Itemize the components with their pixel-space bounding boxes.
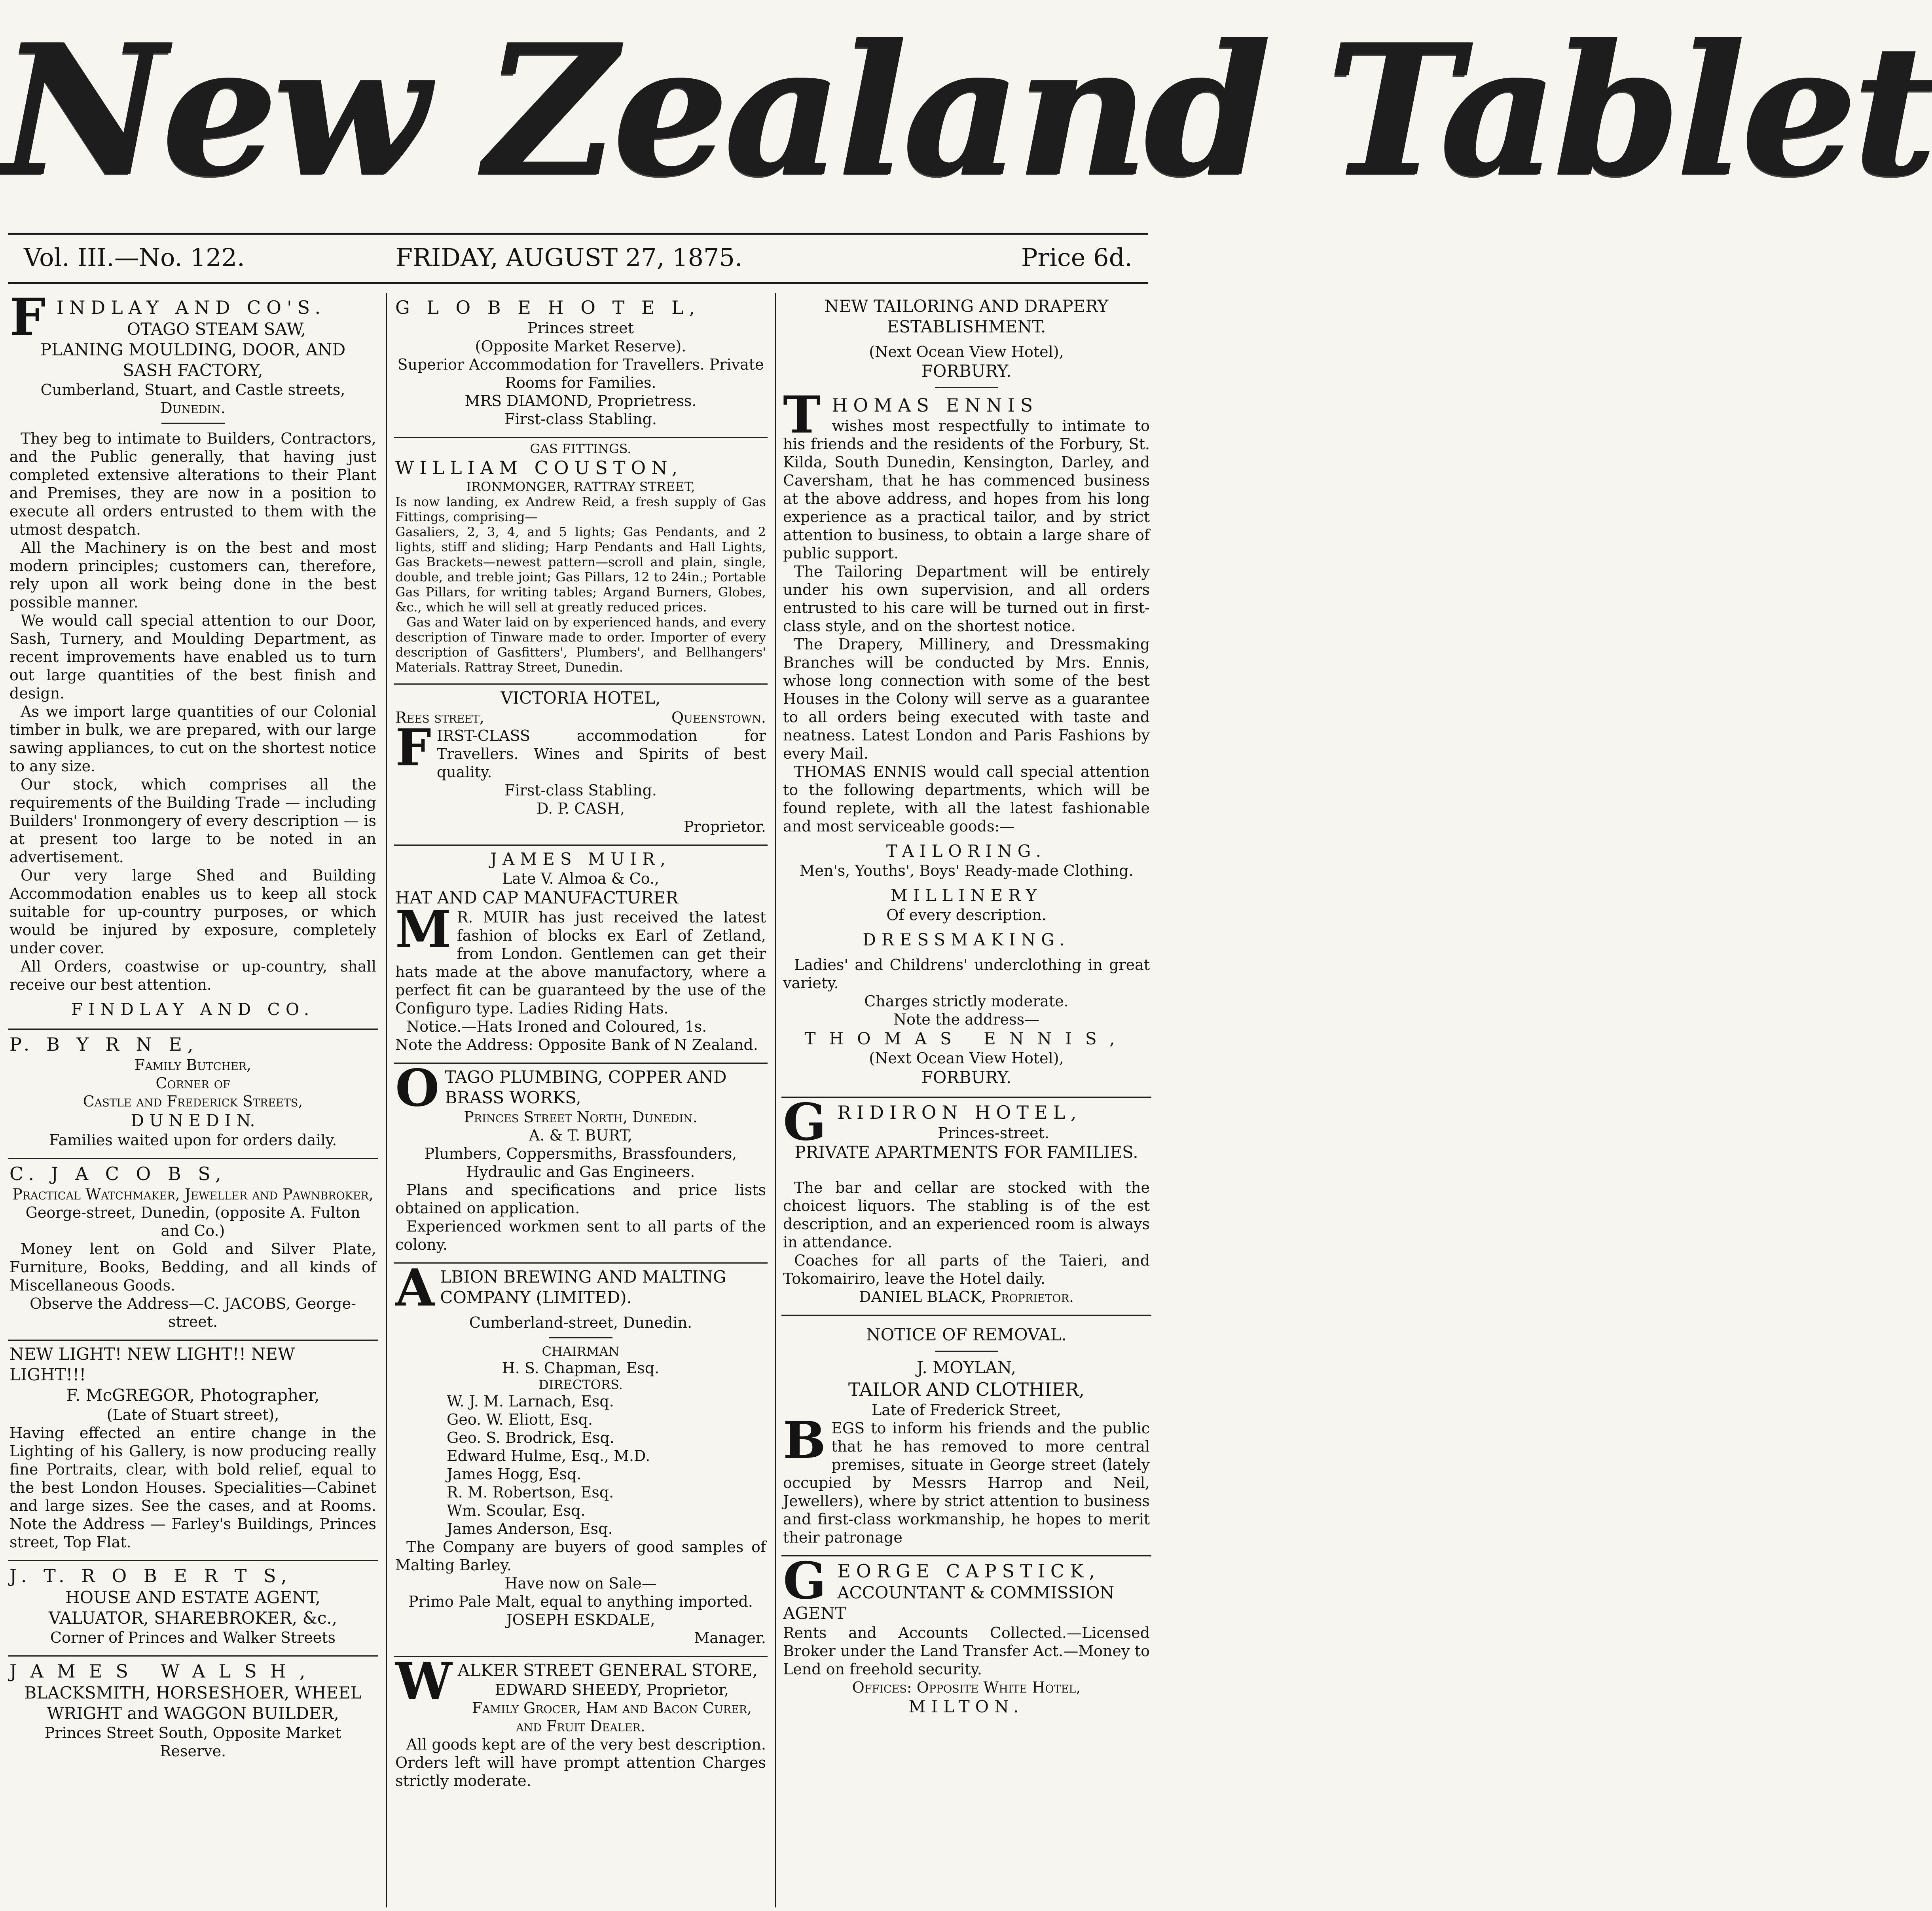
ad-signature: DANIEL BLACK, Proprietor. xyxy=(859,1288,1074,1306)
ad-title: EORGE CAPSTICK, xyxy=(837,1560,1101,1582)
short-rule xyxy=(935,1351,998,1352)
ad-line: Princes Street North, Dunedin. xyxy=(464,1108,698,1126)
ad-line: (Next Ocean View Hotel), xyxy=(869,343,1064,361)
ad-line: Cumberland, Stuart, and Castle streets, xyxy=(40,381,345,399)
ad-paragraph: They beg to intimate to Builders, Contractors, and the Public generally, that having just completed extensive alterations to their Plant and Premises, they are now in a position to execute all orders entrusted to them with the utmost despatch. xyxy=(9,430,376,538)
ad-line: FORBURY. xyxy=(921,1068,1012,1087)
ad-line: Castle and Frederick Streets, xyxy=(83,1093,303,1110)
ad-subheading: MILLINERY xyxy=(890,886,1043,905)
ad-paragraph: All Orders, coastwise or up-country, shall receive our best attention. xyxy=(9,958,376,993)
ad-line: PRIVATE APARTMENTS FOR FAMILIES. xyxy=(794,1142,1138,1162)
ad-paragraph: Coaches for all parts of the Taieri, and Tokomairiro, leave the Hotel daily. xyxy=(783,1252,1150,1287)
masthead xyxy=(0,0,1932,230)
short-rule xyxy=(549,1337,612,1338)
short-rule xyxy=(161,423,225,424)
ad-byrne xyxy=(8,1030,378,1159)
ad-title: JAMES MUIR, xyxy=(490,849,671,869)
ad-title: ALKER STREET GENERAL STORE, xyxy=(457,1661,758,1680)
ad-paragraph: EGS to inform his friends and the public that he has removed to more central premises, situate in George street (lately occupied by Messrs Harrop and Neil, Jewellers), where by strict attention to business and first-class workmanship, he hopes to merit their patronage xyxy=(783,1419,1150,1546)
ad-title: P. B Y R N E, xyxy=(9,1034,199,1055)
ad-line: H. S. Chapman, Esq. xyxy=(502,1359,660,1377)
ad-paragraph: Experienced workmen sent to all parts of the colony. xyxy=(395,1218,766,1253)
ad-title: VICTORIA HOTEL, xyxy=(501,688,661,708)
ad-paragraph: IRST-CLASS accommodation for Travellers. Wines and Spirits of best quality. xyxy=(436,727,766,781)
column-1 xyxy=(8,288,378,1907)
ad-title: WILLIAM COUSTON, xyxy=(395,457,683,478)
ad-paragraph: We would call special attention to our Door, Sash, Turnery, and Moulding Department, as recent improvements have enabled us to turn out large quantities of the best finish and design. xyxy=(9,612,376,702)
column-rule xyxy=(386,293,387,1907)
ad-line: Princes street xyxy=(527,319,634,337)
drop-cap: B xyxy=(783,1411,826,1470)
director: R. M. Robertson, Esq. xyxy=(447,1484,614,1501)
masthead-rule-bottom xyxy=(8,282,1148,284)
ad-title: HOMAS ENNIS xyxy=(832,395,1039,416)
issue-date: FRIDAY, AUGUST 27, 1875. xyxy=(396,243,743,272)
ad-findlay xyxy=(8,288,378,1030)
directors-list xyxy=(395,1392,766,1538)
drop-cap: G xyxy=(783,1551,832,1611)
ad-paragraph: THOMAS ENNIS would call special attention to the following departments, which will be found replete, with all the latest fashionable and most serviceable goods:— xyxy=(783,763,1150,835)
ad-subheading: TAILORING. xyxy=(886,841,1047,861)
director: Geo. W. Eliott, Esq. xyxy=(447,1411,593,1428)
ad-line: Note the Address: Opposite Bank of N Zealand. xyxy=(395,1036,758,1053)
ad-line: JOSEPH ESKDALE, xyxy=(506,1611,655,1628)
ad-line: VALUATOR, SHAREBROKER, &c., xyxy=(48,1608,337,1628)
ad-line: First-class Stabling. xyxy=(504,410,657,428)
ad-line: BLACKSMITH, HORSESHOER, WHEEL xyxy=(24,1683,362,1702)
ad-albion-brewing xyxy=(394,1258,768,1657)
column-rule xyxy=(775,293,776,1907)
ad-paragraph: Rents and Accounts Collected.—Licensed Broker under the Land Transfer Act.—Money to Lend on freehold security. xyxy=(783,1624,1150,1678)
ad-line: Note the address— xyxy=(893,1011,1040,1028)
ad-line: Families waited upon for orders daily. xyxy=(49,1131,337,1149)
ad-line: First-class Stabling. xyxy=(504,782,657,799)
drop-cap: T xyxy=(783,385,827,445)
column-2 xyxy=(394,293,768,1907)
ad-title: TAGO PLUMBING, COPPER AND BRASS WORKS, xyxy=(445,1067,727,1107)
masthead-title: New Zealand Tablet xyxy=(0,5,1932,216)
masthead-rule-top xyxy=(8,233,1148,235)
drop-cap: F xyxy=(9,288,51,347)
dateline xyxy=(0,240,1156,275)
ad-paragraph: As we import large quantities of our Colonial timber in bulk, we are prepared, with our large sawing appliances, to cut on the shortest notice to any size. xyxy=(9,703,376,775)
ad-paragraph: Gas and Water laid on by experienced hands, and every description of Tinware made to order. Importer of every description of Gasfitters', Plumbers', and Bellhangers' Materials. Rattray Street, Dunedin. xyxy=(395,615,766,675)
ad-line: (Late of Stuart street), xyxy=(106,1406,279,1423)
ad-line: WRIGHT and WAGGON BUILDER, xyxy=(47,1704,339,1723)
ad-line: D U N E D I N. xyxy=(131,1111,255,1130)
ad-line: Dunedin. xyxy=(160,399,226,417)
ad-title: LBION BREWING AND MALTING COMPANY (LIMITED). xyxy=(440,1267,726,1307)
volume-number: Vol. III.—No. 122. xyxy=(24,243,245,272)
ad-paragraph: Our stock, which comprises all the requirements of the Building Trade — including Builders' Ironmongery of every description — is at present too large to be noted in an advertisement. xyxy=(9,776,376,866)
ad-paragraph: R. MUIR has just received the latest fashion of blocks ex Earl of Zetland, from London. Gentlemen can get their hats made at the above manufactory, where a perfect fit can be guaranteed by the use of the Configuro type. Ladies Riding Hats. xyxy=(395,909,766,1017)
director: Edward Hulme, Esq., M.D. xyxy=(447,1447,650,1465)
ad-subheading: DRESSMAKING. xyxy=(863,930,1070,949)
ad-line: George-street, Dunedin, (opposite A. Fulton and Co.) xyxy=(25,1204,360,1239)
ad-paragraph: The Drapery, Millinery, and Dressmaking Branches will be conducted by Mrs. Ennis, whose long connection with some of the best Houses in the Colony will serve as a guarantee to all orders being executed with taste and neatness. Latest London and Paris Fashions by every Mail. xyxy=(783,636,1150,762)
ad-line: Men's, Youths', Boys' Ready-made Clothing. xyxy=(799,862,1134,879)
ad-ennis xyxy=(781,293,1151,1098)
short-rule xyxy=(935,387,998,388)
ad-line: OTAGO STEAM SAW, xyxy=(127,319,306,339)
ad-paragraph: Gasaliers, 2, 3, 4, and 5 lights; Gas Pendants, and 2 lights, stiff and sliding; Harp Pendants and Hall Lights, Gas Brackets—newest pattern—scroll and plain, single, double, and treble joint; Gas Pillars, 12 to 24in.; Portable Gas Pillars, for writing tables; Argand Burners, Globes, &c., which he will sell at greatly reduced prices. xyxy=(395,524,766,615)
ad-line-left: Rees street, xyxy=(395,709,484,726)
ad-line: EDWARD SHEEDY, Proprietor, xyxy=(495,1681,729,1698)
ad-line: Notice.—Hats Ironed and Coloured, 1s. xyxy=(406,1018,707,1035)
ad-heading: NEW LIGHT! NEW LIGHT!! NEW LIGHT!!! xyxy=(9,1344,295,1384)
ad-line: Princes-street. xyxy=(938,1124,1050,1142)
ad-line: MRS DIAMOND, Proprietress. xyxy=(465,392,697,410)
ad-line: Family Butcher, xyxy=(134,1056,252,1074)
ad-line xyxy=(395,708,766,727)
director: Geo. S. Brodrick, Esq. xyxy=(447,1429,614,1446)
ad-line: FORBURY. xyxy=(921,361,1012,381)
ad-title: JAMES WALSH, xyxy=(9,1661,319,1682)
ad-line: MILTON. xyxy=(908,1697,1024,1716)
ad-line-right: Queenstown. xyxy=(671,709,766,726)
ad-paragraph: The bar and cellar are stocked with the choicest liquors. The stabling is of the est description, and an experienced room is always in attendance. xyxy=(783,1179,1150,1251)
ad-walsh xyxy=(8,1657,378,1769)
ad-paragraph: Ladies' and Childrens' underclothing in great variety. xyxy=(783,956,1150,992)
ad-line: ACCOUNTANT & COMMISSION AGENT xyxy=(783,1583,1115,1623)
drop-cap: F xyxy=(395,718,431,778)
price: Price 6d. xyxy=(1021,243,1132,272)
ad-line: Cumberland-street, Dunedin. xyxy=(469,1314,692,1331)
ad-line: SASH FACTORY, xyxy=(123,361,263,380)
ad-gridiron-hotel xyxy=(781,1093,1151,1316)
ad-line: Have now on Sale— xyxy=(504,1575,657,1592)
ad-line: PLANING MOULDING, DOOR, AND xyxy=(40,340,346,359)
ad-line: Plumbers, Coppersmiths, Brassfounders, Hydraulic and Gas Engineers. xyxy=(424,1145,737,1180)
ad-walker-street-store xyxy=(394,1652,768,1799)
director: W. J. M. Larnach, Esq. xyxy=(447,1393,614,1410)
ad-title: J. MOYLAN, xyxy=(916,1358,1016,1377)
ad-moylan xyxy=(781,1316,1151,1556)
ad-line: (Opposite Market Reserve). xyxy=(475,338,686,355)
ad-line: HOUSE AND ESTATE AGENT, xyxy=(65,1588,321,1607)
ad-heading: GAS FITTINGS. xyxy=(530,441,631,456)
ad-subheading: CHAIRMAN xyxy=(542,1344,620,1359)
director: James Hogg, Esq. xyxy=(447,1465,582,1483)
ad-line: Proprietor. xyxy=(684,818,766,835)
ad-title: G L O B E H O T E L, xyxy=(395,297,701,318)
director: James Anderson, Esq. xyxy=(447,1520,613,1537)
ad-line: Corner of xyxy=(155,1074,230,1092)
ad-paragraph: Our very large Shed and Building Accommodation enables us to keep all stock suitable for up-country purposes, or which would be injured by exposure, completely under cover. xyxy=(9,867,376,957)
ad-line: A. & T. BURT, xyxy=(529,1127,633,1144)
ad-couston xyxy=(394,438,768,685)
ad-paragraph: Money lent on Gold and Silver Plate, Furniture, Books, Bedding, and all kinds of Miscellaneous Goods. xyxy=(9,1240,376,1294)
ad-line: Princes Street South, Opposite Market Reserve. xyxy=(44,1724,341,1760)
ad-victoria-hotel xyxy=(394,685,768,846)
ad-signature: THOMAS ENNIS, xyxy=(804,1029,1128,1048)
ad-paragraph: Having effected an entire change in the Lighting of his Gallery, is now producing really fine Portraits, clear, with bold relief, equal to the best London Houses. Specialities—Cabinet and large sizes. See the cases, and at Rooms. Note the Address — Farley's Buildings, Princes street, Top Flat. xyxy=(9,1424,376,1551)
ad-muir xyxy=(394,846,768,1064)
drop-cap: A xyxy=(395,1258,435,1318)
ad-line: Late V. Almoa & Co., xyxy=(502,870,660,887)
ad-title: RIDIRON HOTEL, xyxy=(837,1102,1082,1123)
ad-line: HAT AND CAP MANUFACTURER xyxy=(395,888,678,907)
drop-cap: M xyxy=(395,900,451,959)
ad-heading: NEW TAILORING AND DRAPERY ESTABLISHMENT. xyxy=(824,296,1109,336)
ad-heading: NOTICE OF REMOVAL. xyxy=(866,1325,1067,1344)
spacer xyxy=(783,1163,1150,1178)
ad-title: INDLAY AND CO'S. xyxy=(56,297,326,318)
ad-roberts xyxy=(8,1561,378,1657)
director: Wm. Scoular, Esq. xyxy=(447,1502,586,1519)
ad-line: TAILOR AND CLOTHIER, xyxy=(848,1379,1085,1400)
ad-paragraph: The Company are buyers of good samples of Malting Barley. xyxy=(395,1538,766,1574)
drop-cap: O xyxy=(395,1059,440,1118)
column-3 xyxy=(781,293,1151,1907)
ad-line: Of every description. xyxy=(886,906,1047,924)
ad-signature: FINDLAY AND CO. xyxy=(71,1000,315,1019)
ad-jacobs xyxy=(8,1159,378,1341)
ad-plumbing xyxy=(394,1059,768,1264)
ad-title: J. T. R O B E R T S, xyxy=(9,1565,292,1586)
ad-paragraph: All goods kept are of the very best description. Orders left will have prompt attention Charges strictly moderate. xyxy=(395,1736,766,1790)
ad-line: Charges strictly moderate. xyxy=(864,993,1069,1010)
ad-paragraph: Is now landing, ex Andrew Reid, a fresh supply of Gas Fittings, comprising— xyxy=(395,494,766,524)
ad-paragraph: Plans and specifications and price lists obtained on application. xyxy=(395,1181,766,1217)
ad-title: F. McGREGOR, Photographer, xyxy=(66,1385,320,1405)
ad-line: Late of Frederick Street, xyxy=(871,1401,1062,1419)
ad-globe-hotel xyxy=(394,293,768,438)
ad-paragraph: The Tailoring Department will be entirely under his own supervision, and all orders entrusted to his care will be turned out in first-class style, and on the shortest notice. xyxy=(783,563,1150,635)
ad-line: Superior Accommodation for Travellers. Private Rooms for Families. xyxy=(397,356,764,391)
ad-line: D. P. CASH, xyxy=(536,800,625,817)
ad-line: Offices: Opposite White Hotel, xyxy=(852,1679,1081,1696)
ad-line: Primo Pale Malt, equal to anything imported. xyxy=(408,1593,753,1610)
ad-paragraph: wishes most respectfully to intimate to his friends and the residents of the Forbury, St. Kilda, South Dunedin, Kensington, Darley, and Caversham, that he has commenced business at the above address, and hopes from his long experience as a practical tailor, and by strict attention to business, to obtain a large share of public support. xyxy=(783,417,1150,562)
ad-line: Family Grocer, Ham and Bacon Curer, and Fruit Dealer. xyxy=(472,1699,752,1735)
ad-subheading: DIRECTORS. xyxy=(538,1377,623,1392)
ad-line: IRONMONGER, RATTRAY STREET, xyxy=(466,479,695,494)
ad-mcgregor xyxy=(8,1341,378,1561)
ad-line: Practical Watchmaker, Jeweller and Pawnbroker, xyxy=(12,1186,374,1203)
drop-cap: G xyxy=(783,1093,832,1152)
ad-capstick xyxy=(781,1551,1151,1726)
ad-title: C. J A C O B S, xyxy=(9,1163,227,1184)
ad-line: Corner of Princes and Walker Streets xyxy=(50,1629,336,1646)
ad-line: Manager. xyxy=(694,1629,766,1647)
ad-line: Observe the Address—C. JACOBS, George-street. xyxy=(30,1295,356,1330)
ad-paragraph: All the Machinery is on the best and most modern principles; customers can, therefore, rely upon all work being done in the best possible manner. xyxy=(9,539,376,611)
ad-line: (Next Ocean View Hotel), xyxy=(869,1049,1064,1067)
drop-cap: W xyxy=(395,1652,452,1711)
